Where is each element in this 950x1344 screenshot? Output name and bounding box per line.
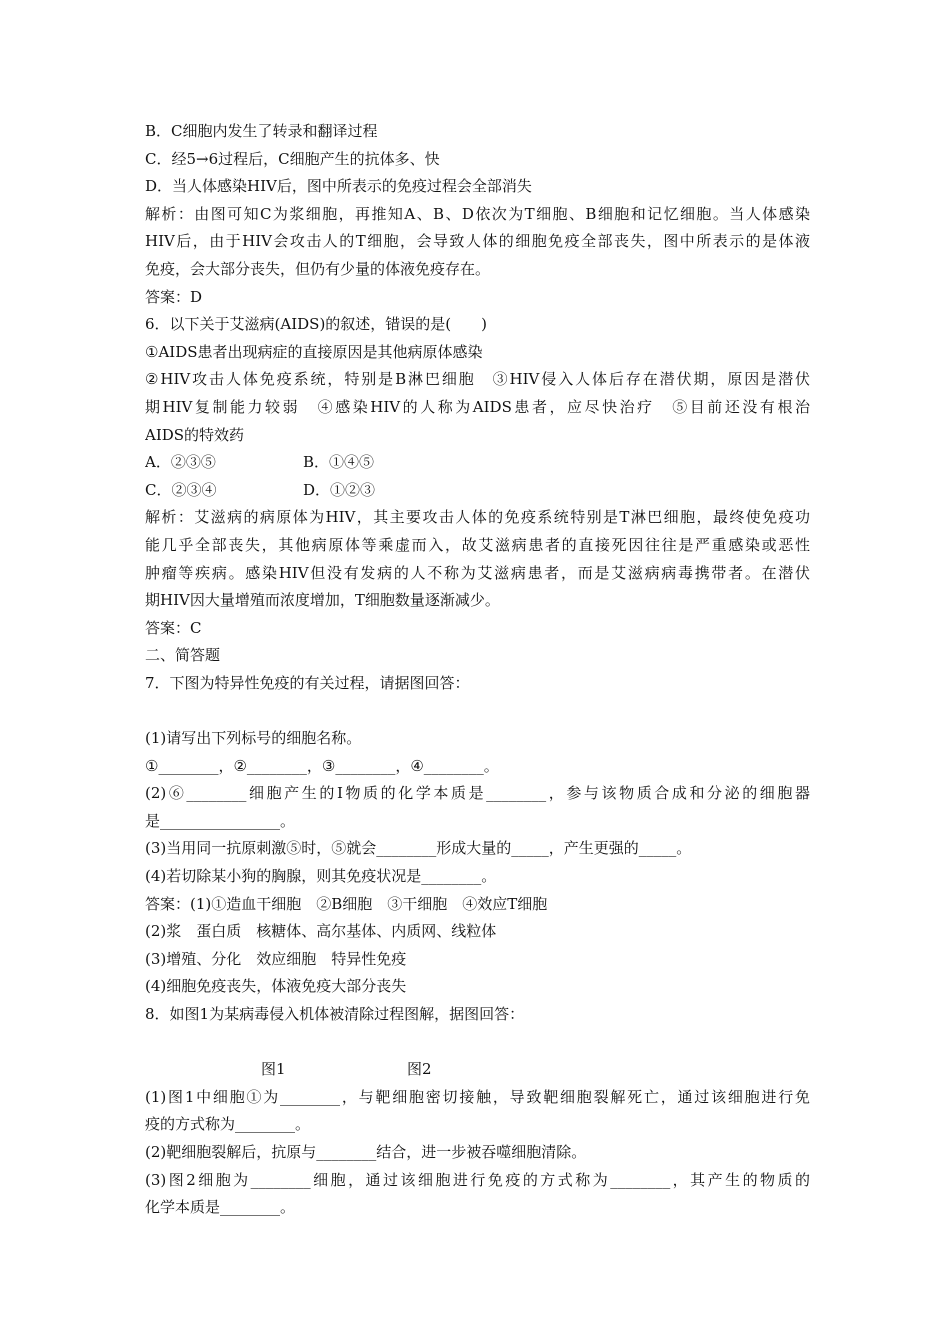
q7-sub2-line-2: 是________________。 (145, 811, 296, 830)
document-page (145, 118, 810, 1222)
q6-analysis-line-4: 期HIV因大量增殖而浓度增加，T细胞数量逐渐减少。 (145, 591, 500, 610)
q5-option-c: C．经5→6过程后，C细胞产生的抗体多、快 (145, 149, 440, 168)
q8-sub3-line-1: (3)图2细胞为________细胞，通过该细胞进行免疫的方式称为________，其产生的物质的 (145, 1170, 810, 1189)
q7-sub1: (1)请写出下列标号的细胞名称。 (145, 729, 362, 748)
q7-stem: 7．下图为特异性免疫的有关过程，请据图回答： (145, 673, 470, 692)
q7-answer-3: (3)增殖、分化 效应细胞 特异性免疫 (145, 949, 407, 968)
q8-sub1-line-1: (1)图1中细胞①为________，与靶细胞密切接触，导致靶细胞裂解死亡，通过该细胞进行免 (145, 1087, 810, 1106)
q6-answer: 答案：C (145, 618, 202, 637)
q5-option-b: B．C细胞内发生了转录和翻译过程 (145, 122, 378, 140)
q5-option-d: D．当人体感染HIV后，图中所表示的免疫过程会全部消失 (145, 177, 532, 196)
q6-stem: 6．以下关于艾滋病(AIDS)的叙述，错误的是( ) (145, 315, 488, 334)
q6-option-c: C．②③④ (145, 480, 217, 499)
q6-statement-4: AIDS的特效药 (145, 425, 245, 444)
q5-analysis-line-2: HIV后，由于HIV会攻击人的T细胞，会导致人体的细胞免疫全部丧失，图中所表示的是体液 (145, 232, 810, 251)
figure-2-label: 图2 (407, 1060, 432, 1079)
q7-answer-4: (4)细胞免疫丧失，体液免疫大部分丧失 (145, 977, 407, 996)
q8-sub2: (2)靶细胞裂解后，抗原与________结合，进一步被吞噬细胞清除。 (145, 1142, 587, 1161)
q7-sub4: (4)若切除某小狗的胸腺，则其免疫状况是________。 (145, 867, 497, 886)
q8-figure-labels (145, 1056, 810, 1084)
q6-analysis-line-2: 能几乎全部丧失，其他病原体等乘虚而入，故艾滋病患者的直接死因往往是严重感染或恶性 (145, 535, 810, 554)
q6-option-d: D．①②③ (303, 480, 376, 499)
q8-sub1-line-2: 疫的方式称为________。 (145, 1115, 311, 1134)
q6-options-row-1 (145, 449, 810, 477)
q6-analysis-line-1: 解析：艾滋病的病原体为HIV，其主要攻击人体的免疫系统特别是T淋巴细胞，最终使免疫功 (145, 508, 810, 527)
q5-answer: 答案：D (145, 287, 203, 306)
q5-analysis-line-1: 解析：由图可知C为浆细胞，再推知A、B、D依次为T细胞、B细胞和记忆细胞。当人体感染 (145, 204, 810, 223)
q8-figure-placeholder (145, 1029, 810, 1057)
section-title: 二、简答题 (145, 646, 221, 665)
q6-option-b: B．①④⑤ (303, 453, 375, 472)
q7-answer-1: 答案：(1)①造血干细胞 ②B细胞 ③干细胞 ④效应T细胞 (145, 894, 548, 913)
q6-statement-2: ②HIV攻击人体免疫系统，特别是B淋巴细胞 ③HIV侵入人体后存在潜伏期，原因是潜伏 (145, 370, 810, 389)
q7-sub3: (3)当用同一抗原刺激⑤时，⑤就会________形成大量的_____，产生更强的_____。 (145, 839, 692, 858)
q7-sub1-blanks: ①________，②________，③________，④________。 (145, 756, 499, 775)
q8-sub3-line-2: 化学本质是________。 (145, 1198, 296, 1217)
q6-options-row-2 (145, 477, 810, 505)
q7-sub2-line-1: (2)⑥________细胞产生的Ⅰ物质的化学本质是________，参与该物质合成和分泌的细胞器 (145, 784, 810, 803)
q8-stem: 8．如图1为某病毒侵入机体被清除过程图解，据图回答： (145, 1005, 525, 1023)
q6-analysis-line-3: 肿瘤等疾病。感染HIV但没有发病的人不称为艾滋病患者，而是艾滋病病毒携带者。在潜伏 (145, 563, 810, 582)
q7-figure-placeholder (145, 697, 810, 725)
q6-statement-3: 期HIV复制能力较弱 ④感染HIV的人称为AIDS患者，应尽快治疗 ⑤目前还没有根治 (145, 397, 810, 416)
figure-1-label: 图1 (261, 1060, 286, 1079)
q6-option-a: A．②③⑤ (145, 453, 216, 472)
q7-answer-2: (2)浆 蛋白质 核糖体、高尔基体、内质网、线粒体 (145, 922, 497, 941)
q6-statement-1: ①AIDS患者出现病症的直接原因是其他病原体感染 (145, 342, 483, 361)
q5-analysis-line-3: 免疫，会大部分丧失，但仍有少量的体液免疫存在。 (145, 259, 491, 278)
